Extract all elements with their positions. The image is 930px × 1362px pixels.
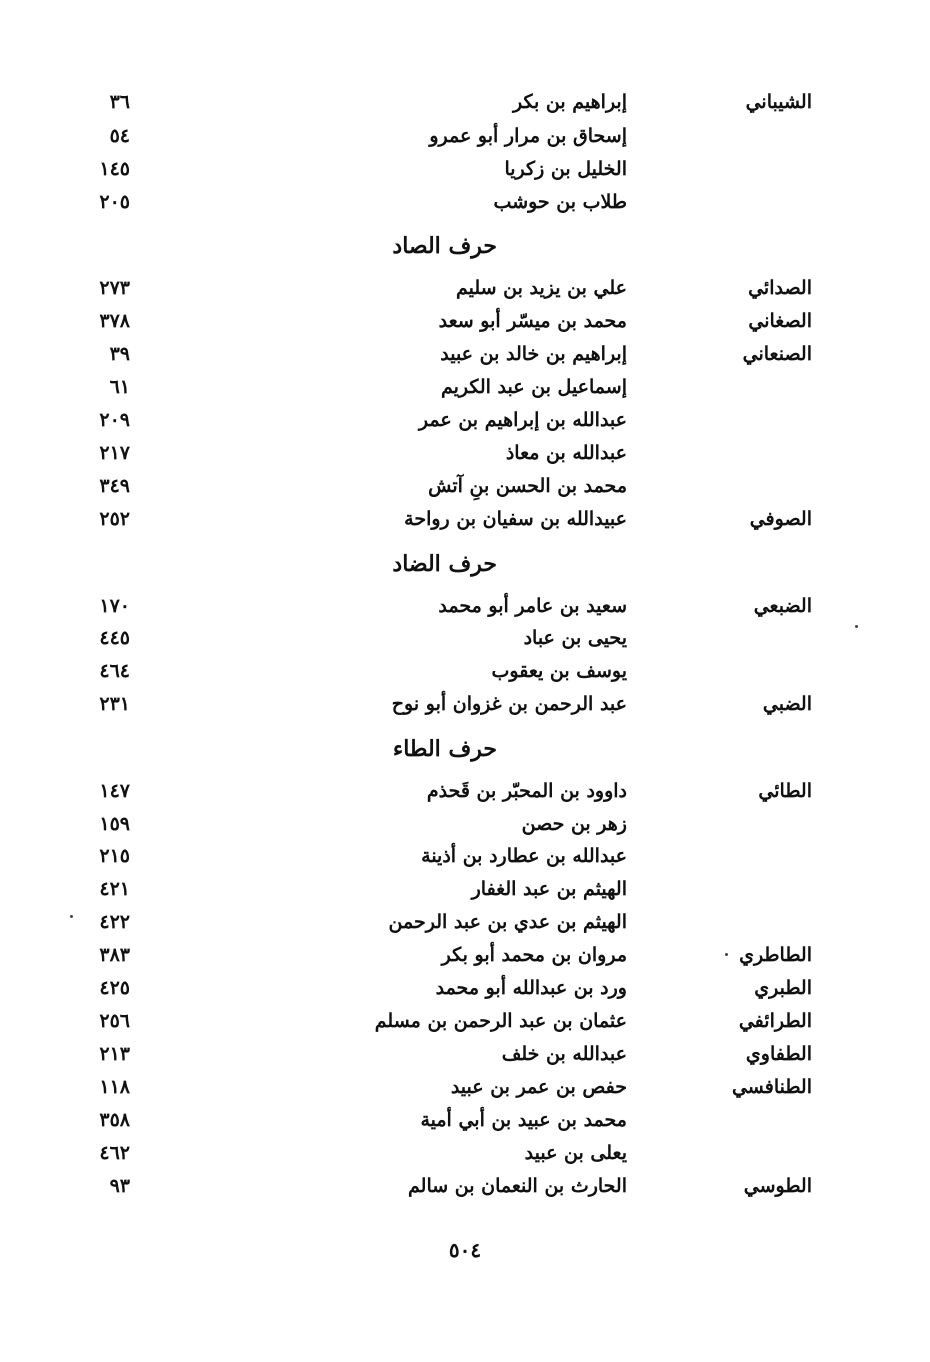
index-entry [0,1005,930,1038]
entry-name: علي بن يزيد بن سليم [455,277,627,299]
entry-name: زهر بن حصن [521,813,627,835]
index-entry [0,120,930,153]
entry-page-number: ٢٠٩ [99,409,130,431]
entry-page-number: ٤٦٤ [99,660,130,682]
entry-nisba: الطوسي [743,1175,812,1197]
entry-name: الهيثم بن عبد الغفار [471,878,627,900]
section-heading: حرف الصاد [392,233,497,259]
index-entry [0,688,930,721]
entry-name: عبدالله بن معاذ [505,442,627,464]
entry-name: الحارث بن النعمان بن سالم [408,1175,627,1197]
entry-page-number: ٣٩ [109,343,130,365]
entry-name: الهيثم بن عدي بن عبد الرحمن [388,911,627,933]
entry-page-number: ١٥٩ [99,813,130,835]
entry-name: داوود بن المحبّر بن قَحذم [426,780,627,802]
entry-nisba: الصغاني [748,310,812,332]
entry-page-number: ٢٧٣ [99,277,130,299]
entry-nisba: الطرائفي [738,1010,812,1032]
index-entry [0,873,930,906]
index-entry [0,655,930,688]
index-entry [0,1170,930,1203]
entry-page-number: ٣٦ [109,91,130,113]
index-entry [0,470,930,503]
entry-name: إبراهيم بن خالد بن عبيد [440,343,627,365]
entry-name: محمد بن ميسّر أبو سعد [438,310,627,332]
entry-page-number: ٦١ [109,376,130,398]
entry-page-number: ٢١٣ [99,1043,130,1065]
entry-page-number: ٣٨٣ [99,944,130,966]
entry-name: يوسف بن يعقوب [491,660,627,682]
entry-page-number: ٢١٥ [99,845,130,867]
scan-speck [70,915,73,918]
entry-nisba: الطفاوي [745,1043,812,1065]
index-entry [0,808,930,841]
index-entry [0,338,930,371]
entry-page-number: ٢٠٥ [99,191,130,213]
index-entry [0,840,930,873]
entry-name: عبدالله بن عطارد بن أذينة [421,845,627,867]
index-entry [0,590,930,623]
entry-name: إسحاق بن مرار أبو عمرو [429,125,627,147]
entry-page-number: ٤٤٥ [99,627,130,649]
entry-page-number: ٢٣١ [99,693,130,715]
index-entry [0,775,930,808]
entry-nisba: الطبري [754,977,812,999]
entry-nisba: الطائي [758,780,812,802]
entry-page-number: ١٤٥ [99,158,130,180]
entry-name: إبراهيم بن بكر [513,91,627,113]
entry-page-number: ٢٥٢ [99,508,130,530]
entry-page-number: ١٤٧ [99,780,130,802]
section-heading: حرف الضاد [392,551,497,577]
entry-name: سعيد بن عامر أبو محمد [438,595,627,617]
entry-name: عثمان بن عبد الرحمن بن مسلم [374,1010,627,1032]
entry-nisba: الصنعاني [742,343,812,365]
entry-name: الخليل بن زكريا [504,158,627,180]
entry-name: حفص بن عمر بن عبيد [450,1076,627,1098]
entry-name: محمد بن الحسن بنِ آتش [428,475,627,497]
entry-nisba: الصوفي [749,508,812,530]
entry-page-number: ١١٨ [99,1076,130,1098]
entry-name: عبدالله بن خلف [501,1043,627,1065]
entry-page-number: ٣٤٩ [99,475,130,497]
index-entry [0,939,930,972]
entry-page-number: ٥٤ [109,125,130,147]
entry-name: طلاب بن حوشب [493,191,627,213]
index-entry [0,371,930,404]
index-entry [0,272,930,305]
index-entry [0,622,930,655]
entry-name: يحيى بن عباد [523,627,627,649]
entry-page-number: ٤٢١ [99,878,130,900]
page-number: ٥٠٤ [448,1238,482,1262]
index-entry [0,305,930,338]
entry-page-number: ٤٢٥ [99,977,130,999]
entry-name: إسماعيل بن عبد الكريم [440,376,627,398]
entry-page-number: ٣٧٨ [99,310,130,332]
entry-nisba: الضبعي [753,595,812,617]
entry-name: محمد بن عبيد بن أبي أمية [420,1109,627,1131]
entry-nisba: الطاطري [739,944,812,966]
index-entry [0,503,930,536]
entry-page-number: ٤٢٢ [99,911,130,933]
entry-nisba: الضبي [762,693,812,715]
index-entry [0,86,930,119]
index-entry [0,972,930,1005]
entry-page-number: ٩٣ [109,1175,130,1197]
index-entry [0,1137,930,1170]
entry-page-number: ٤٦٢ [99,1142,130,1164]
scan-speck [725,953,728,956]
entry-page-number: ٢١٧ [99,442,130,464]
entry-nisba: الطنافسي [731,1076,812,1098]
entry-name: ورد بن عبدالله أبو محمد [435,977,627,999]
entry-name: يعلى بن عبيد [524,1142,627,1164]
section-heading: حرف الطاء [392,736,497,762]
index-entry [0,437,930,470]
index-entry [0,906,930,939]
scan-speck [855,625,858,628]
entry-page-number: ٣٥٨ [99,1109,130,1131]
entry-name: عبد الرحمن بن غزوان أبو نوح [391,693,627,715]
entry-name: مروان بن محمد أبو بكر [441,944,627,966]
entry-page-number: ٢٥٦ [99,1010,130,1032]
entry-nisba: الصدائي [748,277,812,299]
index-entry [0,1038,930,1071]
entry-nisba: الشيباني [745,91,812,113]
index-entry [0,404,930,437]
index-entry [0,1104,930,1137]
index-entry [0,1071,930,1104]
entry-page-number: ١٧٠ [99,595,130,617]
entry-name: عبدالله بن إبراهيم بن عمر [418,409,627,431]
index-entry [0,186,930,219]
index-entry [0,153,930,186]
entry-name: عبيدالله بن سفيان بن رواحة [404,508,627,530]
